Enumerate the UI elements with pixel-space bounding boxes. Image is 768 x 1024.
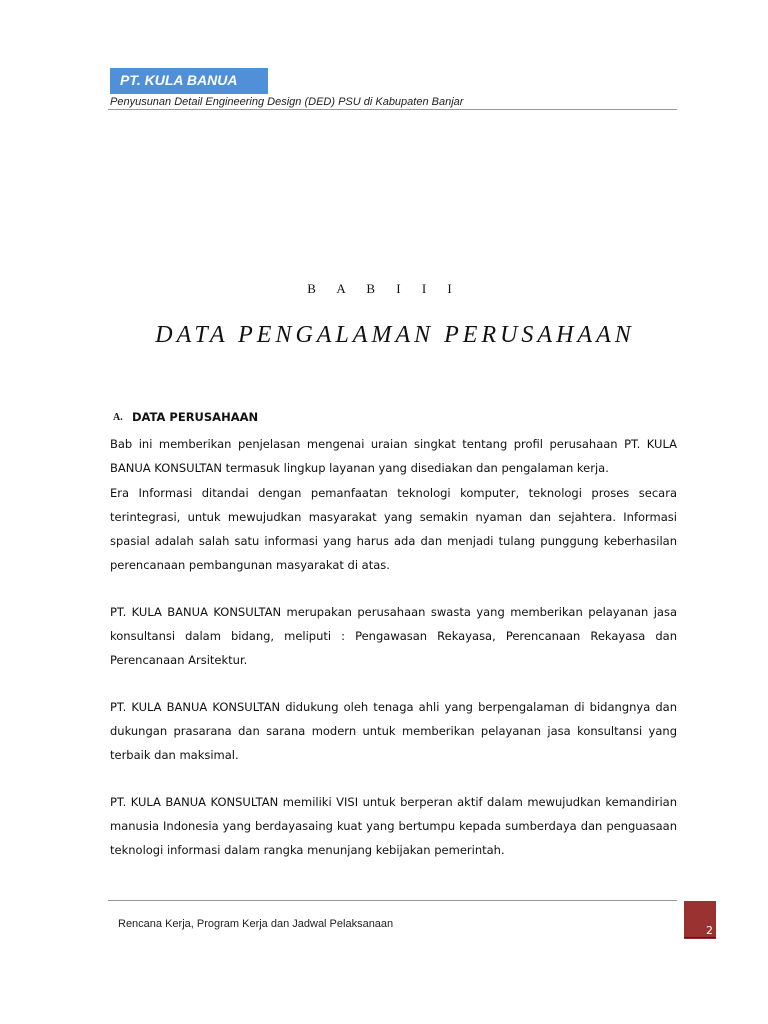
page-number: 2 [706,924,713,937]
chapter-title: DATA PENGALAMAN PERUSAHAAN [155,322,635,348]
paragraph-company-vision: PT. KULA BANUA KONSULTAN memiliki VISI untuk berperan aktif dalam mewujudkan kemandirian manusia Indonesia yang berdayasaing kuat yang bertumpu kepada sumberdaya dan penguasaan teknologi informasi dalam rangka menunjang kebijakan pemerintah. [110,794,677,858]
footer-divider [108,900,677,901]
paragraph-company-services: PT. KULA BANUA KONSULTAN merupakan perusahaan swasta yang memberikan pelayanan jasa konsultansi dalam bidang, meliputi : Pengawasan Rekayasa, Perencanaan Rekayasa dan Perencanaan Arsitektur. [110,604,677,668]
section-heading: DATA PERUSAHAAN [132,410,259,424]
paragraph-company-support: PT. KULA BANUA KONSULTAN didukung oleh tenaga ahli yang berpengalaman di bidangnya dan dukungan prasarana dan sarana modern untuk memberikan pelayanan jasa konsultansi yang terbaik dan maksimal. [110,699,677,763]
chapter-label: B A B I I I [307,281,461,296]
header-divider [108,109,677,110]
paragraph-intro: Bab ini memberikan penjelasan mengenai uraian singkat tentang profil perusahaan PT. KULA BANUA KONSULTAN termasuk lingkup layanan yang disediakan dan pengalaman kerja. [110,437,677,476]
header-band [110,68,268,94]
page-number-box [684,901,716,939]
section-letter: A. [113,412,123,423]
company-name: PT. KULA BANUA [120,72,238,88]
footer-text: Rencana Kerja, Program Kerja dan Jadwal Pelaksanaan [118,918,394,930]
document-subtitle: Penyusunan Detail Engineering Design (DED) PSU di Kabupaten Banjar [110,96,464,108]
paragraph-era-informasi: Era Informasi ditandai dengan pemanfaatan teknologi komputer, teknologi proses secara terintegrasi, untuk mewujudkan masyarakat yang semakin nyaman dan sejahtera. Informasi spasial adalah salah satu informasi yang harus ada dan menjadi tulang punggung keberhasilan perencanaan pembangunan masyarakat di atas. [110,485,677,573]
page-number-underline [684,937,716,938]
body-text [110,432,677,884]
